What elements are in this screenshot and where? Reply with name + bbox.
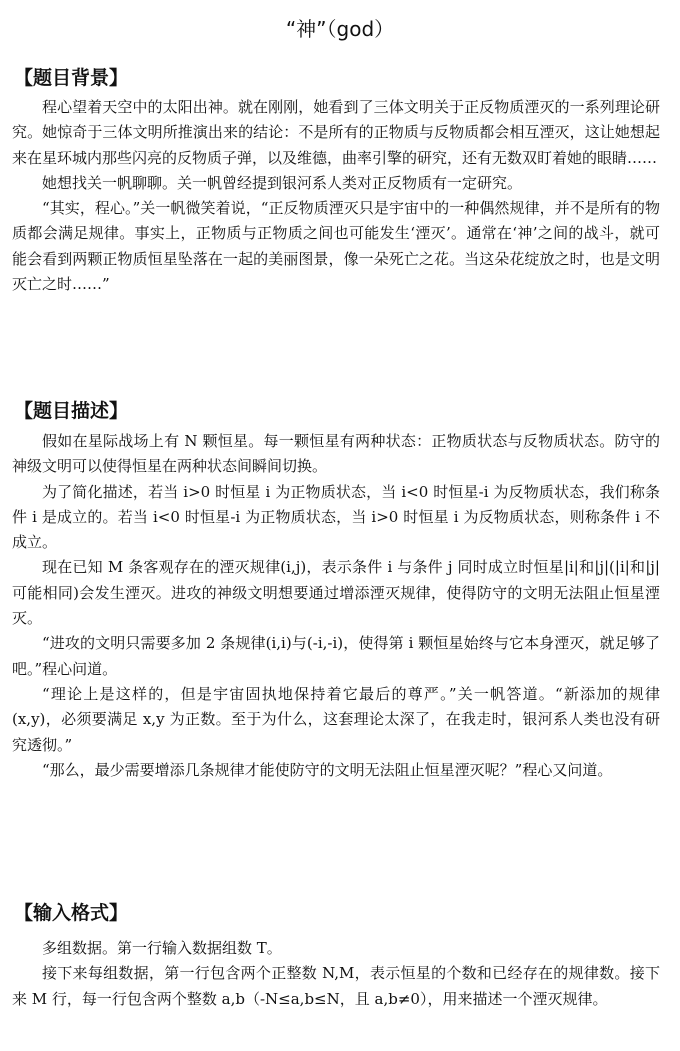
section-background [12, 95, 660, 297]
paragraph: “那么，最少需要增添几条规律才能使防守的文明无法阻止恒星湮灭呢？”程心又问道。 [42, 760, 613, 779]
section-input-format [12, 936, 660, 1012]
section-heading-input-format: 【输入格式】 [14, 902, 129, 924]
paragraph: 接下来每组数据，第一行包含两个正整数 N,M，表示恒星的个数和已经存在的规律数。接下来 M 行，每一行包含两个整数 a,b（-N≤a,b≤N，且 a,b≠0），用来描述一个湮灭规律。 [12, 964, 660, 1008]
paragraph: “进攻的文明只需要多加 2 条规律(i,i)与(-i,-i)，使得第 i 颗恒星始终与它本身湮灭，就足够了吧。”程心问道。 [12, 634, 660, 678]
paragraph: 为了简化描述，若当 i>0 时恒星 i 为正物质状态，当 i<0 时恒星-i 为反物质状态，我们称条件 i 是成立的。若当 i<0 时恒星-i 为正物质状态，当 i>0 时恒星 i 为反物质状态，则称条件 i 不成立。 [12, 482, 660, 552]
section-heading-description: 【题目描述】 [14, 400, 129, 422]
section-description [12, 429, 660, 783]
paragraph: “其实，程心。”关一帆微笑着说，“正反物质湮灭只是宇宙中的一种偶然规律，并不是所有的物质都会满足规律。事实上，正物质与正物质之间也可能发生‘湮灭’。通常在‘神’之间的战斗，就可能会看到两颗正物质恒星坠落在一起的美丽图景，像一朵死亡之花。当这朵花绽放之时，也是文明灭亡之时……” [12, 199, 660, 294]
problem-title: “神”（god） [285, 17, 395, 41]
paragraph: 多组数据。第一行输入数据组数 T。 [42, 939, 282, 957]
paragraph: 假如在星际战场上有 N 颗恒星。每一颗恒星有两种状态：正物质状态与反物质状态。防守的神级文明可以使得恒星在两种状态间瞬间切换。 [12, 432, 660, 476]
paragraph: 程心望着天空中的太阳出神。就在刚刚，她看到了三体文明关于正反物质湮灭的一系列理论研究。她惊奇于三体文明所推演出来的结论：不是所有的正物质与反物质都会相互湮灭，这让她想起来在星环城内那些闪亮的反物质子弹，以及维德，曲率引擎的研究，还有无数双盯着她的眼睛…… [12, 98, 660, 167]
paragraph: 她想找关一帆聊聊。关一帆曾经提到银河系人类对正反物质有一定研究。 [42, 173, 523, 192]
paragraph: “理论上是这样的，但是宇宙固执地保持着它最后的尊严。”关一帆答道。“新添加的规律(x,y)，必须要满足 x,y 为正数。至于为什么，这套理论太深了，在我走时，银河系人类也没有研究透彻。” [12, 684, 660, 754]
paragraph: 现在已知 M 条客观存在的湮灭规律(i,j)，表示条件 i 与条件 j 同时成立时恒星|i|和|j|(|i|和|j|可能相同)会发生湮灭。进攻的神级文明想要通过增添湮灭规律，使得防守的文明无法阻止恒星湮灭。 [12, 558, 660, 628]
section-heading-background: 【题目背景】 [14, 67, 129, 89]
